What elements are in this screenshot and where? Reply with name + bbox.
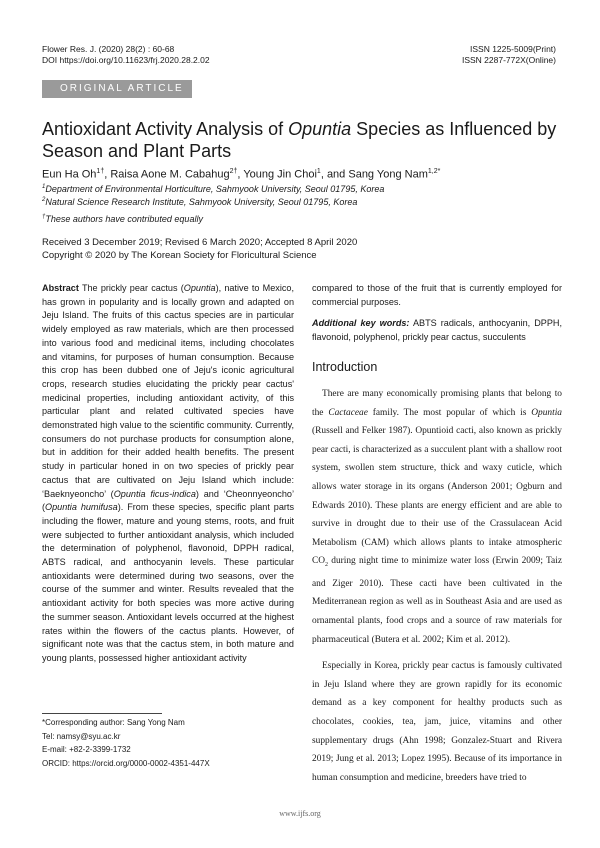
article-dates (42, 236, 357, 262)
keywords-text: ABTS radicals, anthocyanin, DPPH, flavonoid, polyphenol, prickly pear cactus, succulents (312, 318, 562, 343)
abstract-text: The prickly pear cactus ( (78, 283, 184, 293)
author-list (42, 165, 440, 182)
correspondence-tel: Tel: namsy@syu.ac.kr (42, 731, 121, 741)
received-dates: Received 3 December 2019; Revised 6 March 2020; Accepted 8 April 2020 (42, 237, 358, 248)
author-sup: 1,2* (427, 168, 441, 175)
intro-italic: Opuntia (531, 407, 562, 418)
keywords (312, 317, 562, 344)
affiliation-text: Department of Environmental Horticulture, Sahmyook University, Seoul 01795, Korea (45, 184, 385, 194)
copyright-line: Copyright © 2020 by The Korean Society for Floricultural Science (42, 250, 317, 261)
article-title (42, 118, 562, 162)
author-sup: 1 (316, 168, 321, 175)
equal-contribution-note (42, 211, 203, 225)
author-separator: , and (320, 168, 349, 181)
correspondence-footnote (42, 716, 210, 770)
title-italic-genus: Opuntia (288, 119, 352, 139)
journal-website[interactable]: www.ijfs.org (279, 809, 321, 818)
author-sup: 2† (229, 168, 238, 175)
journal-citation: Flower Res. J. (2020) 28(2) : 60-68 (42, 44, 175, 54)
intro-text: There are many economically promising plants that belong to the (312, 389, 562, 418)
author-name: Young Jin Choi (243, 168, 317, 181)
abstract (42, 282, 294, 666)
footnote-divider (42, 713, 162, 714)
abstract-text: ), native to Mexico, has grown in popularity and is locally grown and adapted on Jeju Island. The fruits of this cactus species are in particular widely employed as raw materials, which are then processed into various food and medicinal items, including chocolates and vitamins, for purposes of human consumption. Because this crop has been dubbed one of Jeju's iconic agricultural crops, research studies elucidating the prickly pear cactus' medicinal properties, including antioxidant activity, of this particular plant and related cultivated species have demonstrated high value to the scientific community. Currently, consumers do not purchase products for consumption alone, but in addition for their added health benefits. The present study in particular honed in on two species of prickly pear cactus that are cultivated on Jeju Island which include: ‘Baeknyeoncho’ ( (42, 283, 294, 499)
doi-link[interactable]: DOI https://doi.org/10.11623/frj.2020.28.2.02 (42, 55, 210, 65)
abstract-italic: Opuntia (183, 283, 216, 293)
issn-online: ISSN 2287-772X(Online) (461, 55, 556, 65)
correspondence-email: E-mail: +82-2-3399-1732 (42, 745, 131, 754)
introduction-body (312, 385, 562, 787)
co2-subscript: 2 (325, 562, 329, 569)
author-name: Raisa Aone M. Cabahug (110, 168, 230, 181)
introduction-heading: Introduction (312, 360, 378, 374)
article-type-badge: ORIGINAL ARTICLE (42, 80, 192, 98)
abstract-label: Abstract (42, 283, 79, 293)
corresponding-author: *Corresponding author: Sang Yong Nam (42, 718, 185, 727)
abstract-italic: Opuntia ficus-indica (113, 488, 196, 499)
abstract-italic: Opuntia humifusa (45, 502, 118, 513)
intro-paragraph (312, 385, 562, 649)
abstract-text: ) and ‘Cheonnyeoncho’ ( (42, 488, 294, 513)
author-sup: 1† (96, 168, 105, 175)
intro-text: family. The most popular of which is (367, 407, 532, 418)
author-separator: , (104, 168, 111, 181)
affiliation-text: Natural Science Research Institute, Sahmyook University, Seoul 01795, Korea (45, 197, 358, 207)
issn-print: ISSN 1225-5009(Print) (470, 44, 556, 54)
journal-header (42, 44, 210, 66)
orcid-link[interactable]: ORCID: https://orcid.org/0000-0002-4351-447X (42, 758, 210, 768)
affiliation-1 (42, 181, 384, 195)
intro-paragraph: Especially in Korea, prickly pear cactus is famously cultivated in Jeju Island where they are grown rapidly for its economic demand as a key component for healthy products such as chocolates, cookies, tea, jam, juice, vitamins and other supplementary drugs (Ahn 1998; Gonzalez-Stuart and Rivera 2019; Jung et al. 2013; Lopez 1995). Because of its importance in human consumption and medicine, breeders have tried to (312, 661, 562, 783)
affiliation-text: These authors have contributed equally (45, 214, 203, 224)
author-separator: , (237, 168, 244, 181)
affiliation-marker: 2 (42, 197, 46, 203)
issn-block (462, 44, 556, 66)
affiliation-2 (42, 194, 357, 208)
abstract-continuation: compared to those of the fruit that is currently employed for commercial purposes. (312, 283, 562, 307)
intro-text: during night time to minimize water loss (Erwin 2009; Taiz and Ziger 2010). These cacti have been cultivated in the Mediterranean region as well as in Southeast Asia and are used as ornamental plants, food crops and a source of raw materials for pharmaceutical (Butera et al. 2002; Kim et al. 2012). (312, 556, 562, 645)
affiliation-marker: 1 (42, 184, 46, 190)
author-name: Sang Yong Nam (348, 168, 428, 181)
title-part-1: Antioxidant Activity Analysis of (42, 119, 289, 139)
affiliation-marker: † (42, 214, 46, 220)
abstract-text: ). From these species, specific plant parts including the flower, mature and young stems, roots, and fruit were subjected to further antioxidant analysis, which included the determination of polyphenol, flavonoid, DPPH radical, ABTS radical, and anthocyanin levels. These particular antioxidants were determined during two seasons, over the course of the summer and winter. Results revealed that the antioxidant activity for both species was more active during the summer season. Antioxidant levels occurred at the highest rates within the flowers of the cactus plants. However, of significant note was that the cactus stem, in both mature and young plants, possessed higher antioxidant activity (42, 502, 295, 663)
author-name: Eun Ha Oh (42, 168, 97, 181)
keywords-label: Additional key words: (312, 318, 410, 329)
title-part-2: Species as Influenced by Season and Plant Parts (42, 119, 557, 161)
intro-text: (Russell and Felker 1987). Opuntioid cacti, also known as prickly pear cacti, is characterized as a succulent plant with a shallow root system, swollen stem structure, thick and waxy cuticle, which allows water storage in its organs (Anderson 2001; Ogburn and Edwards 2010). These plants are energy efficient and are able to survive in drought due to their use of the Crassulacean Acid Metabolism (CAM) which allows plants to intake atmospheric CO (312, 426, 562, 567)
abstract-continuation-block (312, 282, 562, 345)
intro-italic: Cactaceae (328, 407, 368, 418)
